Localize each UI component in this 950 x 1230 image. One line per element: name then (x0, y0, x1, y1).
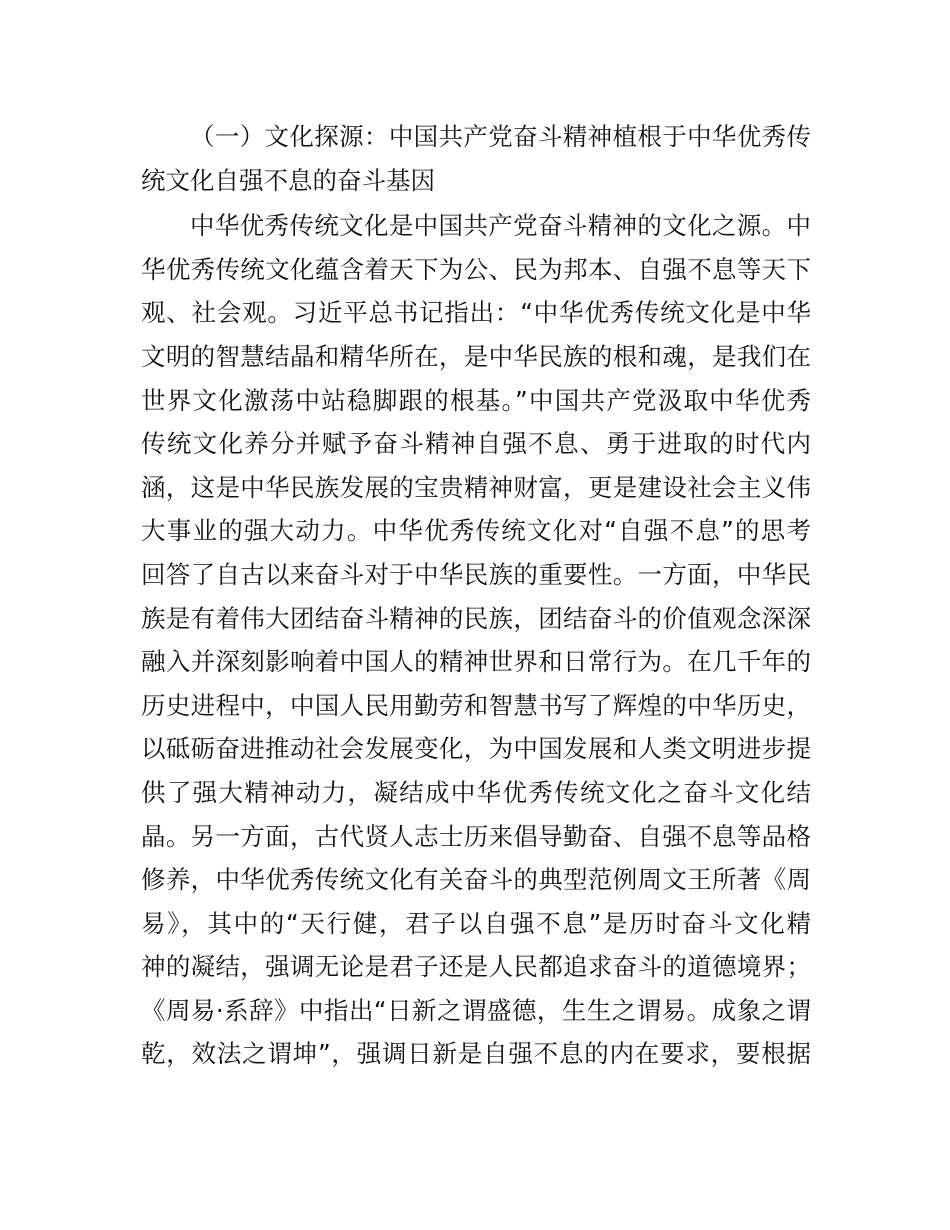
paragraph-line: 华优秀传统文化蕴含着天下为公、民为邦本、自强不息等天下 (141, 254, 811, 284)
paragraph-line: 修养，中华优秀传统文化有关奋斗的典型范例周文王所著《周 (141, 865, 811, 895)
paragraph-line: 供了强大精神动力，凝结成中华优秀传统文化之奋斗文化结 (141, 777, 811, 807)
section-heading (141, 115, 811, 202)
paragraph-line: 乾，效法之谓坤”，强调日新是自强不息的内在要求，要根据 (141, 1039, 811, 1069)
heading-line: 统文化自强不息的奋斗基因 (141, 165, 435, 195)
document-body (141, 115, 811, 1076)
paragraph-line: 世界文化激荡中站稳脚跟的根基。”中国共产党汲取中华优秀 (141, 385, 811, 415)
paragraph-line: 《周易·系辞》中指出“日新之谓盛德，生生之谓易。成象之谓 (141, 995, 811, 1025)
paragraph-line: 族是有着伟大团结奋斗精神的民族，团结奋斗的价值观念深深 (141, 603, 811, 633)
paragraph-line: 文明的智慧结晶和精华所在，是中华民族的根和魂，是我们在 (141, 341, 811, 371)
paragraph-line: 大事业的强大动力。中华优秀传统文化对“自强不息”的思考 (141, 516, 811, 546)
paragraph-line: 涵，这是中华民族发展的宝贵精神财富，更是建设社会主义伟 (141, 472, 811, 502)
paragraph-line: 历史进程中，中国人民用勤劳和智慧书写了辉煌的中华历史， (141, 690, 811, 720)
paragraph-line: 融入并深刻影响着中国人的精神世界和日常行为。在几千年的 (141, 647, 811, 677)
paragraph-line: 观、社会观。习近平总书记指出：“中华优秀传统文化是中华 (141, 298, 811, 328)
paragraph-line: 传统文化养分并赋予奋斗精神自强不息、勇于进取的时代内 (141, 429, 811, 459)
paragraph-line: 回答了自古以来奋斗对于中华民族的重要性。一方面，中华民 (141, 559, 811, 589)
paragraph-line: 晶。另一方面，古代贤人志士历来倡导勤奋、自强不息等品格 (141, 821, 811, 851)
body-paragraph (141, 204, 811, 1076)
paragraph-line: 中华优秀传统文化是中国共产党奋斗精神的文化之源。中 (190, 211, 811, 241)
heading-line: （一）文化探源：中国共产党奋斗精神植根于中华优秀传 (190, 122, 811, 151)
paragraph-line: 神的凝结，强调无论是君子还是人民都追求奋斗的道德境界； (141, 952, 811, 982)
paragraph-line: 以砥砺奋进推动社会发展变化，为中国发展和人类文明进步提 (141, 734, 811, 764)
paragraph-line: 易》，其中的“天行健，君子以自强不息”是历时奋斗文化精 (141, 908, 811, 938)
